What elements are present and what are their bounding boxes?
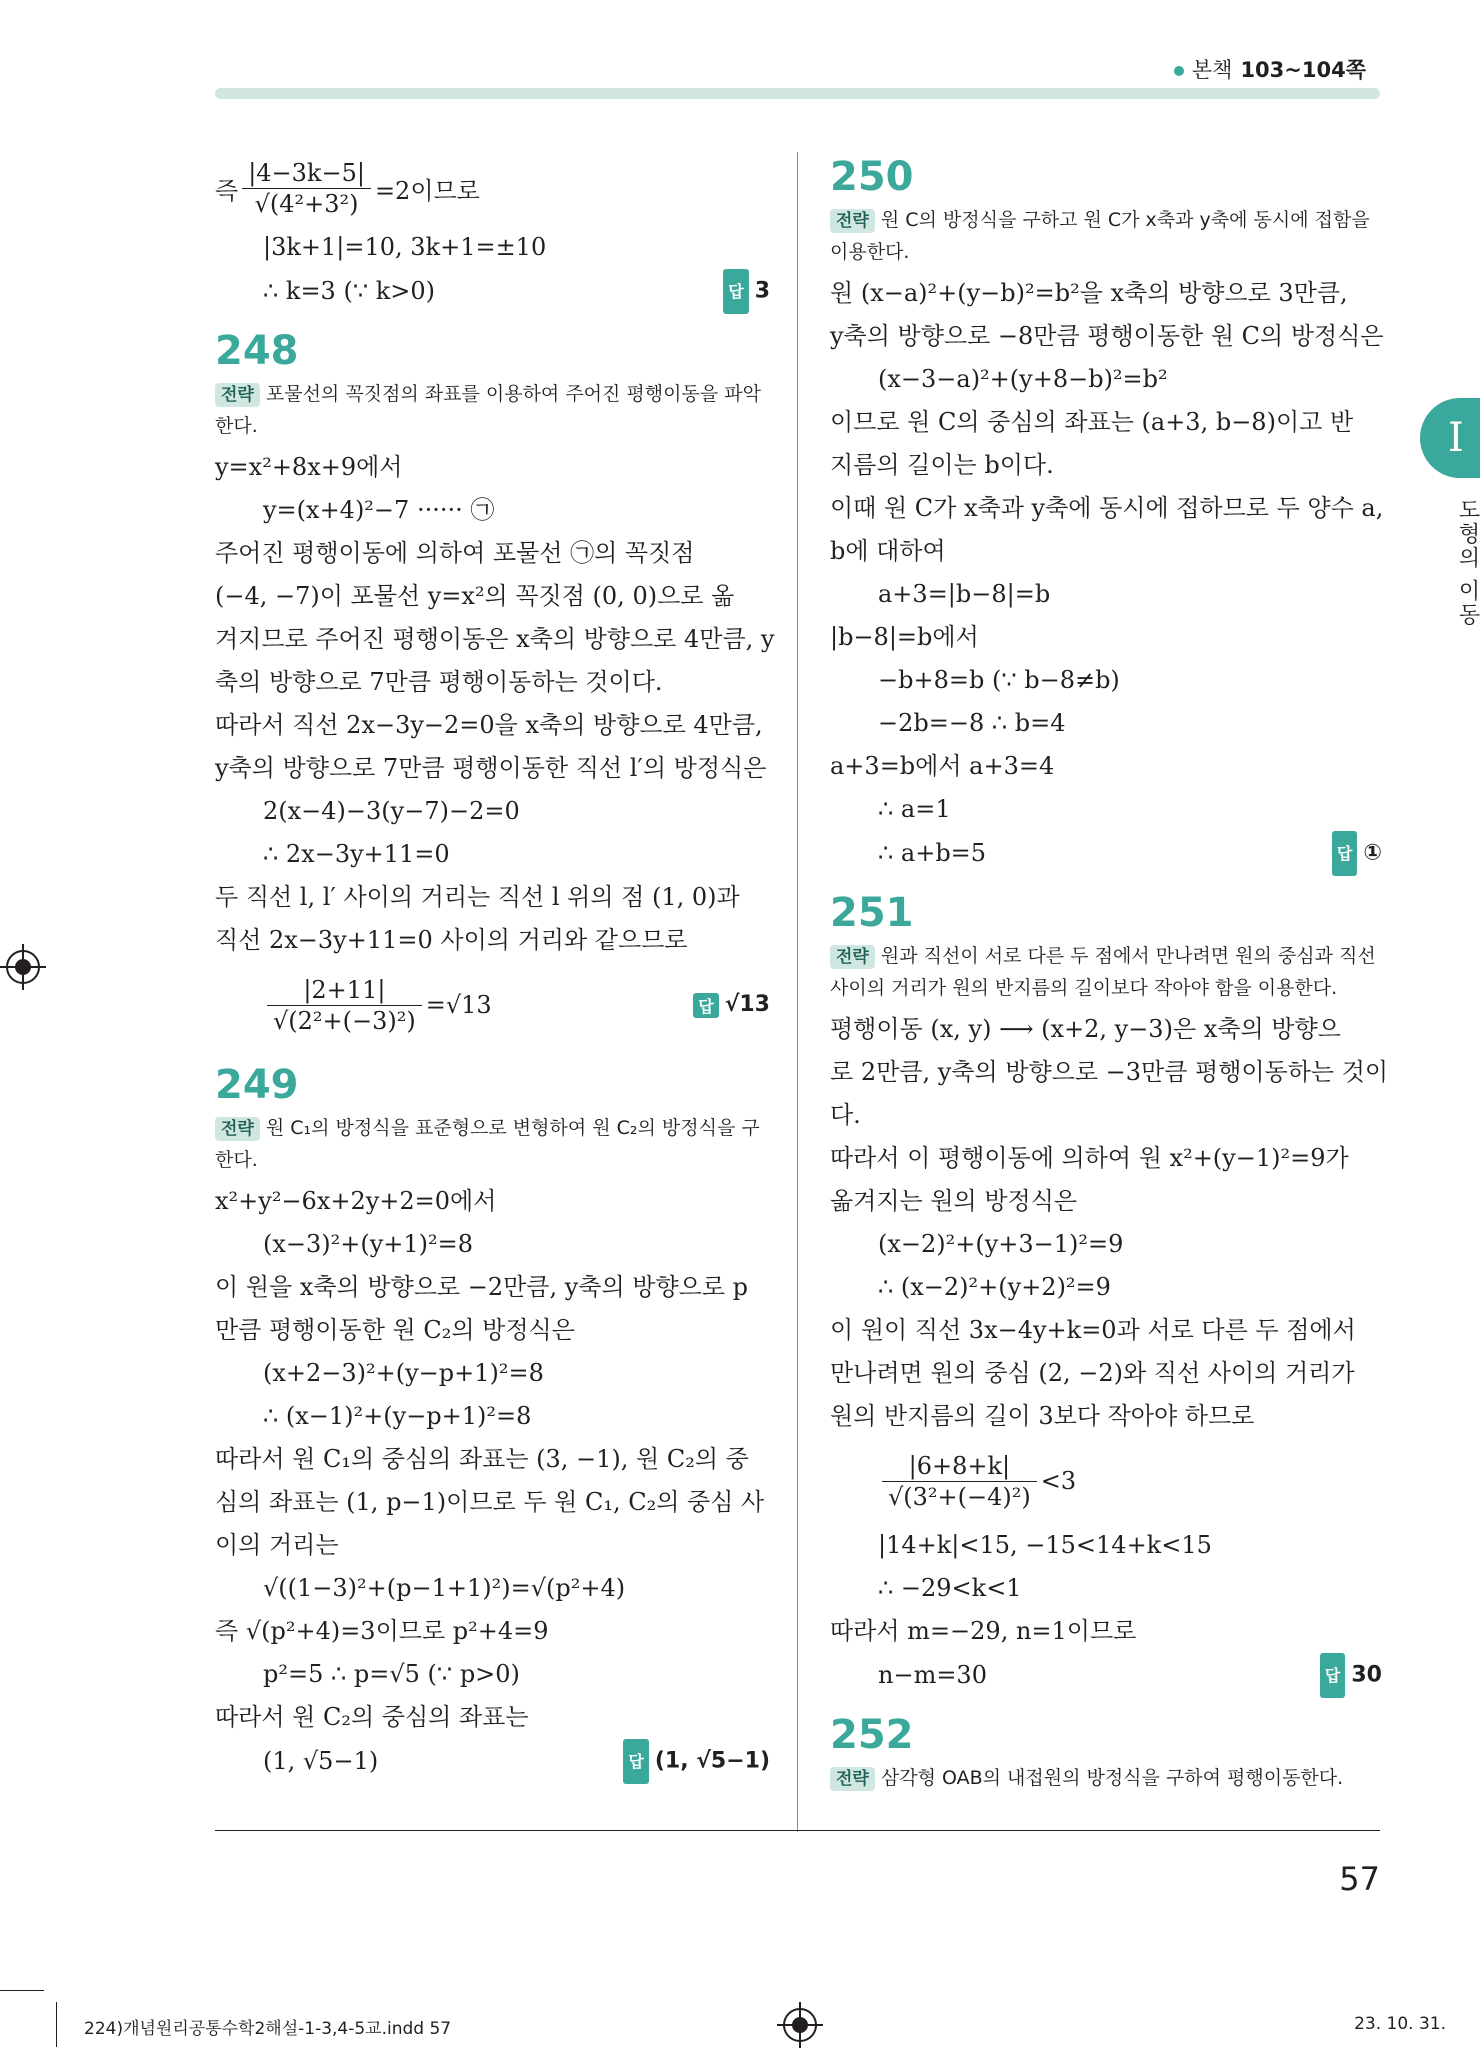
text-line: 따라서 m=−29, n=1이므로 [830, 1617, 1137, 1645]
fraction-line [215, 962, 770, 1048]
text: =2이므로 [374, 176, 480, 205]
answer-badge: 답 [1320, 1653, 1345, 1698]
text-line: 다. [830, 1101, 861, 1129]
header-label: 본책 [1191, 58, 1233, 82]
page-header [1174, 54, 1366, 84]
text-line: y축의 방향으로 −8만큼 평행이동한 원 C의 방정식은 [830, 322, 1384, 350]
crop-mark [0, 1990, 44, 1991]
answer-value: ① [1363, 840, 1382, 866]
text-line: 두 직선 l, l′ 사이의 거리는 직선 l 위의 점 (1, 0)과 [215, 883, 740, 911]
math-line: p²=5 ∴ p=√5 (∵ p>0) [263, 1660, 520, 1688]
answer-badge: 답 [1332, 831, 1357, 876]
answer-value: 30 [1351, 1662, 1382, 1688]
header-pages: 103~104쪽 [1240, 58, 1366, 82]
answer-badge: 답 [723, 269, 748, 314]
text-line: b에 대하여 [830, 537, 946, 565]
fraction [267, 975, 422, 1036]
answer-line [830, 831, 1382, 876]
answer [1320, 1653, 1382, 1698]
chapter-numeral: I [1448, 415, 1464, 461]
strategy-tag: 전략 [830, 1767, 875, 1791]
math-line: ∴ (x−2)²+(y+2)²=9 [878, 1273, 1111, 1301]
text: =√13 [425, 991, 492, 1019]
text-line: (−4, −7)이 포물선 y=x²의 꼭짓점 (0, 0)으로 옮 [215, 582, 735, 610]
numerator: |6+8+k| [882, 1451, 1037, 1482]
math-line: (1, √5−1) [263, 1747, 379, 1775]
text-line: 겨지므로 주어진 평행이동은 x축의 방향으로 4만큼, y [215, 625, 775, 653]
answer [693, 992, 770, 1018]
math-line: |14+k|<15, −15<14+k<15 [878, 1531, 1212, 1559]
text-line: 만나려면 원의 중심 (2, −2)와 직선 사이의 거리가 [830, 1359, 1355, 1387]
numerator: |2+11| [267, 975, 422, 1006]
text-line: 이 원을 x축의 방향으로 −2만큼, y축의 방향으로 p [215, 1273, 748, 1301]
math-line: ∴ (x−1)²+(y−p+1)²=8 [263, 1402, 532, 1430]
text: <3 [1040, 1467, 1077, 1495]
math-line: y=(x+4)²−7 ······ ㉠ [263, 496, 495, 524]
answer-line [830, 1653, 1382, 1698]
text-line: 이의 거리는 [215, 1531, 339, 1559]
strategy-text: 원 C의 방정식을 구하고 원 C가 x축과 y축에 동시에 접함을 이용한다. [830, 209, 1370, 263]
strategy-text: 원 C₁의 방정식을 표준형으로 변형하여 원 C₂의 방정식을 구한다. [215, 1117, 760, 1171]
strategy-tag: 전략 [215, 383, 260, 407]
text-line: 옮겨지는 원의 방정식은 [830, 1187, 1078, 1215]
right-column [830, 150, 1389, 1798]
math-line: ∴ a+b=5 [878, 839, 987, 867]
problem-number-250: 250 [830, 154, 914, 200]
answer-value: 3 [754, 278, 770, 304]
answer-badge: 답 [693, 993, 718, 1018]
text-line: 원의 반지름의 길이 3보다 작아야 하므로 [830, 1402, 1255, 1430]
top-fraction-line [215, 150, 770, 226]
bullet-icon [1174, 66, 1184, 76]
strategy-tag: 전략 [215, 1117, 260, 1141]
text-line: 만큼 평행이동한 원 C₂의 방정식은 [215, 1316, 575, 1344]
answer-value: √13 [724, 992, 770, 1018]
text: 즉 [215, 176, 239, 205]
text-line: x²+y²−6x+2y+2=0에서 [215, 1187, 497, 1215]
answer [723, 269, 770, 314]
footer-filename: 224)개념원리공통수학2해설-1-3,4-5교.indd 57 [84, 2019, 452, 2039]
problem-number-251: 251 [830, 890, 914, 936]
problem-number-252: 252 [830, 1712, 914, 1758]
registration-mark-icon [6, 950, 40, 984]
column-divider [797, 152, 798, 1832]
math-line: n−m=30 [878, 1661, 987, 1689]
text-line: 심의 좌표는 (1, p−1)이므로 두 원 C₁, C₂의 중심 사 [215, 1488, 765, 1516]
text-line: 지름의 길이는 b이다. [830, 451, 1054, 479]
denominator: √(3²+(−4)²) [888, 1482, 1031, 1511]
footer-date: 23. 10. 31. [1354, 2014, 1446, 2034]
strategy-tag: 전략 [830, 209, 875, 233]
fraction [242, 158, 371, 219]
text-line: y축의 방향으로 7만큼 평행이동한 직선 l′의 방정식은 [215, 754, 767, 782]
text-line: y=x²+8x+9에서 [215, 453, 403, 481]
math-line: (x−3−a)²+(y+8−b)²=b² [878, 365, 1168, 393]
math-line: ∴ 2x−3y+11=0 [263, 840, 450, 868]
strategy-text: 원과 직선이 서로 다른 두 점에서 만나려면 원의 중심과 직선 사이의 거리가 원의 반지름의 길이보다 작아야 함을 이용한다. [830, 945, 1376, 999]
registration-mark-icon [783, 2008, 817, 2042]
text-line: 따라서 원 C₁의 중심의 좌표는 (3, −1), 원 C₂의 중 [215, 1445, 749, 1473]
strategy-250 [830, 204, 1382, 268]
math-line: ∴ k=3 (∵ k>0) [263, 277, 435, 305]
problem-number-248: 248 [215, 328, 299, 374]
answer-line [215, 269, 770, 314]
left-column [215, 150, 775, 1784]
fraction [882, 1451, 1037, 1512]
answer-badge: 답 [623, 1739, 648, 1784]
denominator: √(4²+3²) [254, 189, 359, 218]
text-line: 이 원이 직선 3x−4y+k=0과 서로 다른 두 점에서 [830, 1316, 1356, 1344]
strategy-tag: 전략 [830, 945, 875, 969]
math-line: |3k+1|=10, 3k+1=±10 [263, 233, 547, 261]
math-line: (x+2−3)²+(y−p+1)²=8 [263, 1359, 544, 1387]
text-line: 이때 원 C가 x축과 y축에 동시에 접하므로 두 양수 a, [830, 494, 1384, 522]
chapter-tab-label: 도형의 이동 [1455, 498, 1480, 627]
text-line: |b−8|=b에서 [830, 623, 979, 651]
strategy-text: 포물선의 꼭짓점의 좌표를 이용하여 주어진 평행이동을 파악한다. [215, 383, 761, 437]
text-line: 평행이동 (x, y) ⟶ (x+2, y−3)은 x축의 방향으 [830, 1015, 1341, 1043]
crop-mark [56, 2002, 57, 2047]
strategy-249 [215, 1112, 770, 1176]
math-line: −b+8=b (∵ b−8≠b) [878, 666, 1120, 694]
text-line: 따라서 원 C₂의 중심의 좌표는 [215, 1703, 529, 1731]
chapter-tab [1420, 398, 1480, 478]
answer-line [215, 1739, 770, 1784]
fraction-line [830, 1438, 1382, 1524]
answer [623, 1739, 770, 1784]
page-number: 57 [1339, 1860, 1380, 1898]
bottom-rule [215, 1830, 1380, 1831]
math-line: ∴ −29<k<1 [878, 1574, 1022, 1602]
math-line: (x−3)²+(y+1)²=8 [263, 1230, 474, 1258]
text-line: 직선 2x−3y+11=0 사이의 거리와 같으므로 [215, 926, 688, 954]
text-line: 이므로 원 C의 중심의 좌표는 (a+3, b−8)이고 반 [830, 408, 1354, 436]
text-line: 축의 방향으로 7만큼 평행이동하는 것이다. [215, 668, 663, 696]
answer [1332, 831, 1382, 876]
text-line: 로 2만큼, y축의 방향으로 −3만큼 평행이동하는 것이 [830, 1058, 1389, 1086]
strategy-text: 삼각형 OAB의 내접원의 방정식을 구하여 평행이동한다. [880, 1767, 1344, 1789]
header-bar [215, 88, 1380, 99]
text-line: 원 (x−a)²+(y−b)²=b²을 x축의 방향으로 3만큼, [830, 279, 1348, 307]
math-line: −2b=−8 ∴ b=4 [878, 709, 1066, 737]
text-line: a+3=b에서 a+3=4 [830, 752, 1055, 780]
text-line: 주어진 평행이동에 의하여 포물선 ㉠의 꼭짓점 [215, 539, 695, 567]
text-line: 따라서 이 평행이동에 의하여 원 x²+(y−1)²=9가 [830, 1144, 1349, 1172]
strategy-251 [830, 940, 1382, 1004]
fraction-expr [263, 975, 492, 1036]
math-line: 2(x−4)−3(y−7)−2=0 [263, 797, 520, 825]
text-line: 즉 √(p²+4)=3이므로 p²+4=9 [215, 1617, 549, 1645]
math-line: a+3=|b−8|=b [878, 580, 1051, 608]
denominator: √(2²+(−3)²) [273, 1006, 416, 1035]
math-line: √((1−3)²+(p−1+1)²)=√(p²+4) [263, 1574, 626, 1602]
strategy-248 [215, 378, 770, 442]
problem-number-249: 249 [215, 1062, 299, 1108]
math-line: ∴ a=1 [878, 795, 951, 823]
strategy-252 [830, 1762, 1382, 1794]
numerator: |4−3k−5| [242, 158, 371, 189]
math-line: (x−2)²+(y+3−1)²=9 [878, 1230, 1124, 1258]
text-line: 따라서 직선 2x−3y−2=0을 x축의 방향으로 4만큼, [215, 711, 763, 739]
answer-value: (1, √5−1) [654, 1748, 770, 1774]
